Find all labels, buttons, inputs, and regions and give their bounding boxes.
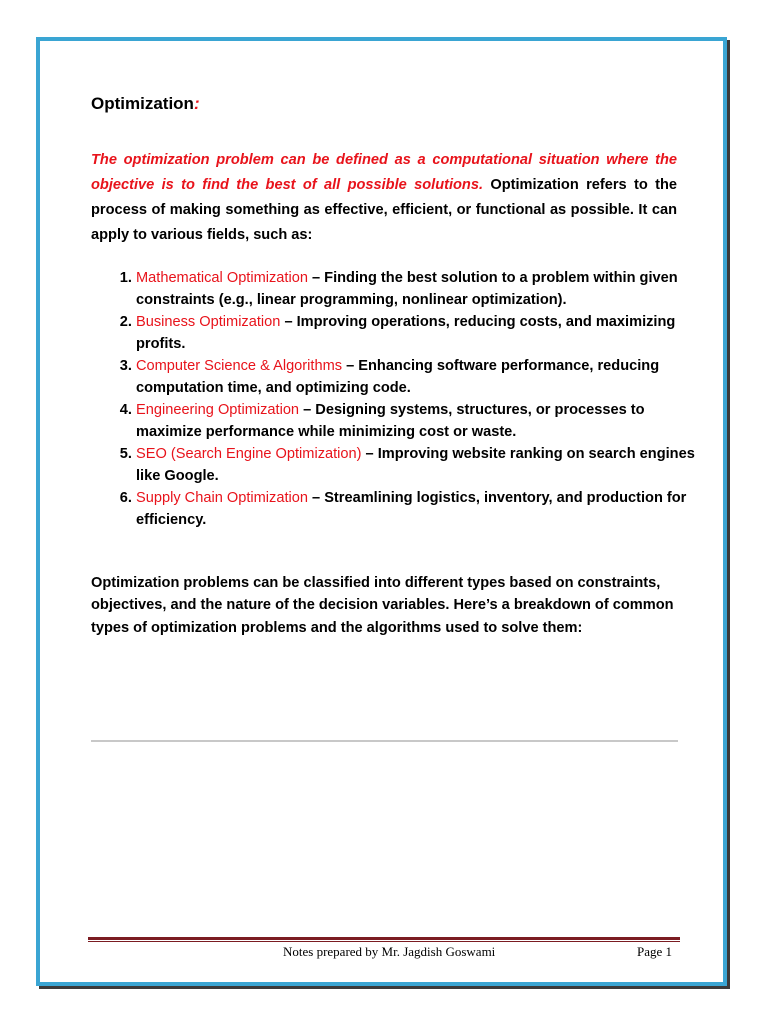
footer-notes: Notes prepared by Mr. Jagdish Goswami [283, 944, 496, 959]
field-term: Mathematical Optimization [136, 270, 308, 286]
footer-rule-thin [88, 941, 680, 942]
field-desc: – Enhancing software performance, reducing computation time, and optimizing code. [136, 358, 660, 396]
classification-paragraph: Optimization problems can be classified into different types based on constraints, objectives, and the nature of the decision variables. Here’s a breakdown of common types of optimization problems and the algorithms used to solve them: [91, 575, 674, 636]
field-term: Computer Science & Algorithms [136, 358, 343, 374]
field-desc: – Streamlining logistics, inventory, and production for efficiency. [136, 490, 687, 528]
definition-text: The optimization problem can be defined as a computational situation where the objective is to find the best of all possible solutions. [91, 152, 677, 193]
footer-rule-thick [88, 937, 680, 940]
field-term: SEO (Search Engine Optimization) [136, 446, 362, 462]
intro-paragraph [91, 148, 677, 248]
list-item [136, 355, 706, 399]
list-item [136, 311, 706, 355]
list-item [136, 487, 706, 531]
list-item [136, 267, 706, 311]
section-divider [91, 740, 678, 742]
field-term: Supply Chain Optimization [136, 490, 308, 506]
field-desc: – Improving operations, reducing costs, and maximizing profits. [136, 314, 676, 352]
page-title [91, 94, 200, 114]
list-item [136, 399, 706, 443]
title-colon: : [193, 94, 200, 113]
field-desc: – Designing systems, structures, or processes to maximize performance while minimizing cost or waste. [136, 402, 645, 440]
field-desc: – Improving website ranking on search engines like Google. [136, 446, 695, 484]
field-desc: – Finding the best solution to a problem within given constraints (e.g., linear programming, nonlinear optimization). [136, 270, 678, 308]
fields-list [109, 267, 706, 531]
field-term: Business Optimization [136, 314, 281, 330]
list-item [136, 443, 706, 487]
intro-text: Optimization refers to the process of making something as effective, efficient, or functional as possible. It can apply to various fields, such as: [91, 177, 677, 243]
footer-page-number: Page 1 [637, 944, 673, 959]
title-text: Optimization [91, 94, 194, 113]
field-term: Engineering Optimization [136, 402, 300, 418]
